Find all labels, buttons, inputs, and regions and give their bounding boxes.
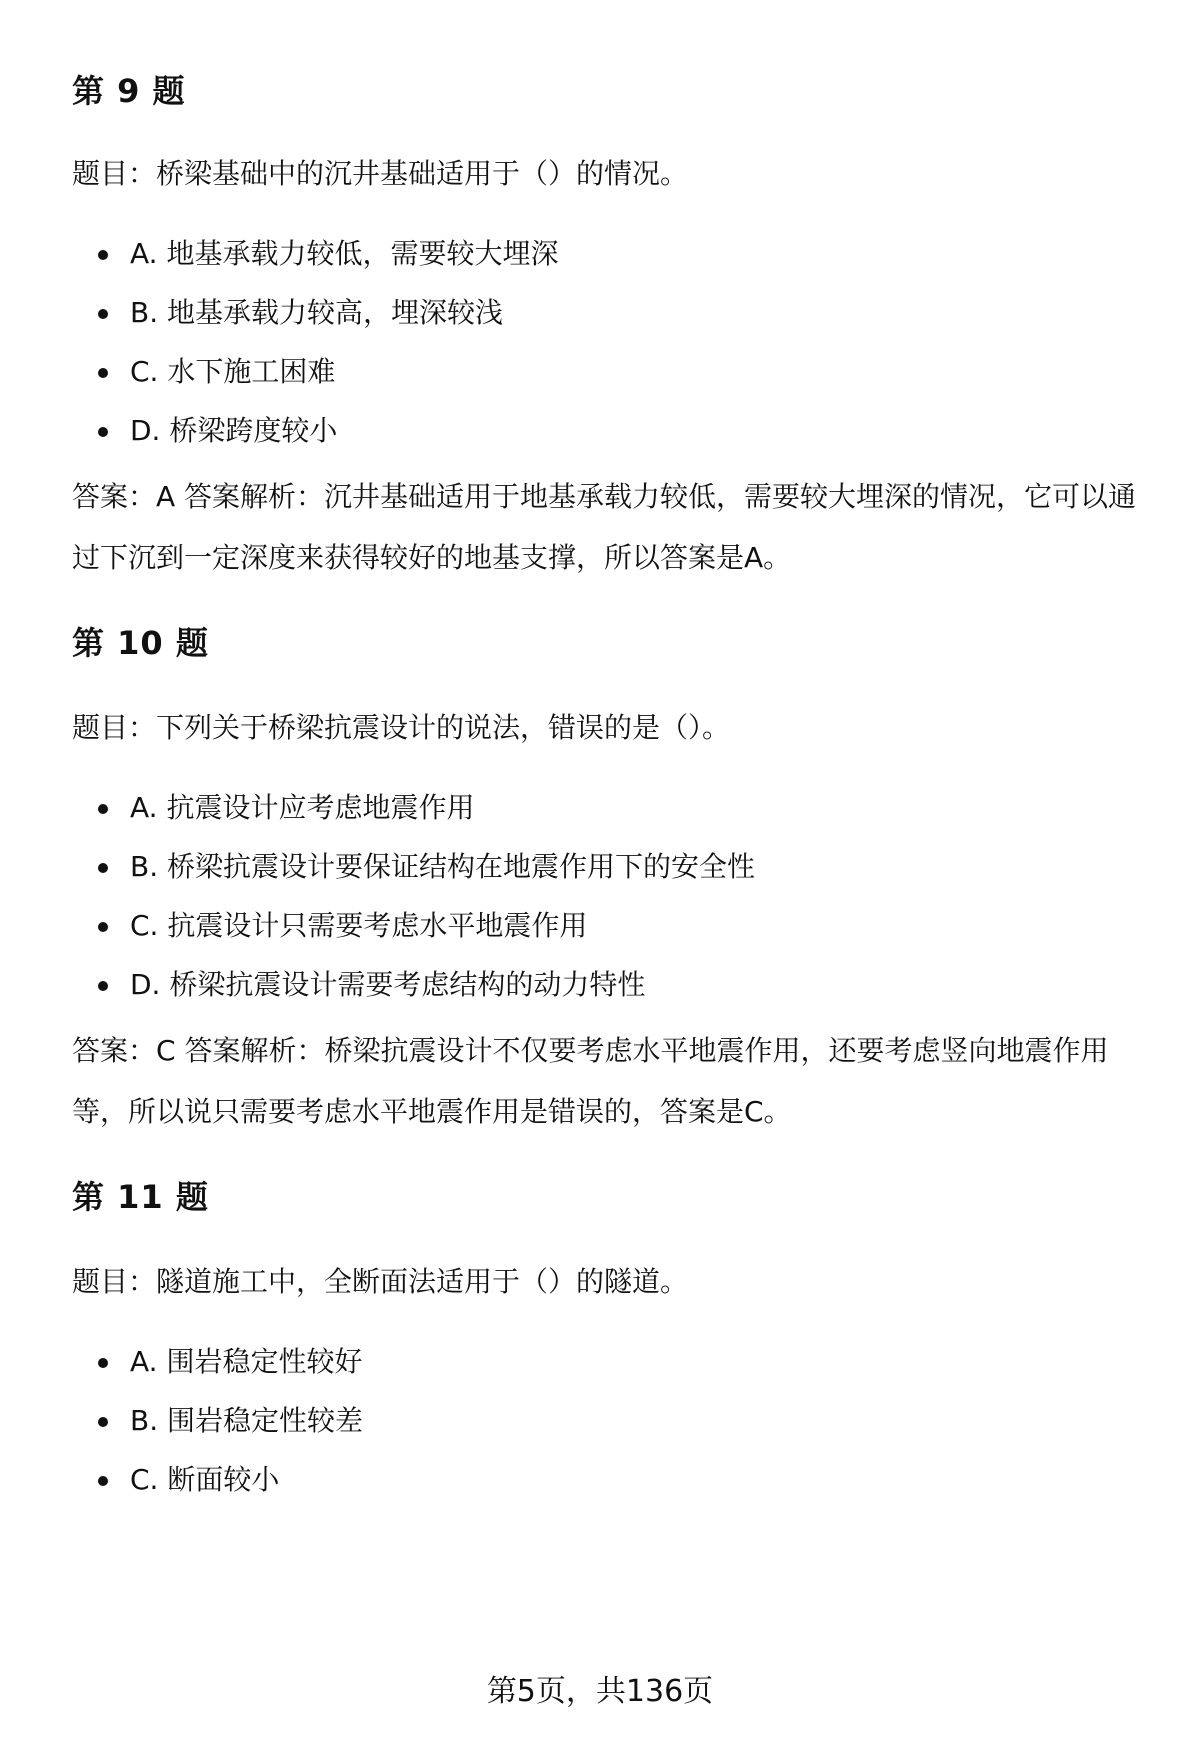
question-9-heading: 第 9 题 [72,72,186,110]
question-10-options [96,788,755,1024]
question-10-stem: 题目：下列关于桥梁抗震设计的说法，错误的是（）。 [72,711,731,744]
question-11-option-a: A. 围岩稳定性较好 [96,1342,363,1382]
question-10-option-b: B. 桥梁抗震设计要保证结构在地震作用下的安全性 [96,847,755,887]
question-11-option-b: B. 围岩稳定性较差 [96,1401,363,1441]
question-10-heading: 第 10 题 [72,624,209,662]
question-10-option-d: D. 桥梁抗震设计需要考虑结构的动力特性 [96,965,755,1005]
question-10-option-c: C. 抗震设计只需要考虑水平地震作用 [96,906,755,946]
question-9-answer: 答案：A 答案解析：沉井基础适用于地基承载力较低，需要较大埋深的情况，它可以通过下沉到一定深度来获得较好的地基支撑，所以答案是A。 [72,480,1137,574]
question-10-option-a: A. 抗震设计应考虑地震作用 [96,788,755,828]
question-11-stem: 题目：隧道施工中，全断面法适用于（）的隧道。 [72,1265,689,1298]
question-9-option-b: B. 地基承载力较高，埋深较浅 [96,293,558,333]
question-9-option-c: C. 水下施工困难 [96,352,558,392]
question-9-options [96,234,558,470]
question-11-heading: 第 11 题 [72,1178,209,1216]
question-9-option-a: A. 地基承载力较低，需要较大埋深 [96,234,558,274]
question-10-answer: 答案：C 答案解析：桥梁抗震设计不仅要考虑水平地震作用，还要考虑竖向地震作用等，所以说只需要考虑水平地震作用是错误的，答案是C。 [72,1034,1109,1128]
question-11-option-c: C. 断面较小 [96,1460,363,1500]
page-number-footer: 第5页，共136页 [486,1674,714,1709]
question-11-options [96,1342,363,1519]
question-9-option-d: D. 桥梁跨度较小 [96,411,558,451]
question-9-stem: 题目：桥梁基础中的沉井基础适用于（）的情况。 [72,157,689,190]
